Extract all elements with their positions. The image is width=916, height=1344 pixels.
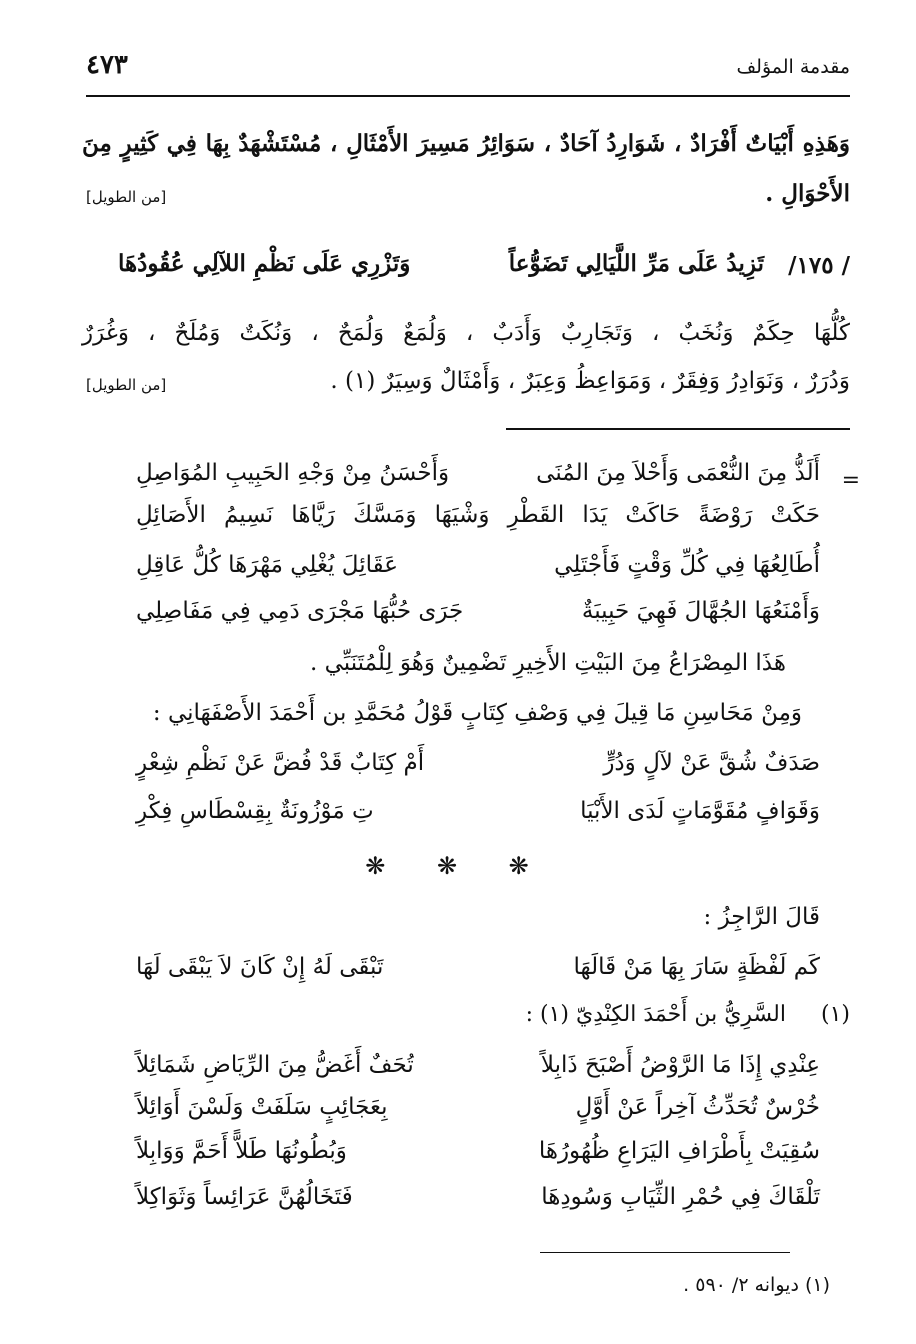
verse-line: أَلَذُّ مِنَ النُّعْمَى وَأَحْلاَ مِنَ المُنَى	[536, 460, 820, 486]
page-number: ٤٧٣	[86, 50, 128, 80]
verse-line: سُقِيَتْ بِأَطْرَافِ اليَرَاعِ ظُهُورُهَا	[538, 1138, 820, 1164]
verse-line: تَبْقَى لَهُ إِنْ كَانَ لاَ يَبْقَى لَهَا	[136, 954, 384, 980]
verse-line: أَمْ كِتَابٌ قَدْ فُضَّ عَنْ نَظْمِ شِعْرٍ	[136, 750, 425, 776]
separator-stars: ❋ ❋ ❋	[365, 852, 551, 880]
rajiz-intro: قَالَ الرَّاجِزُ :	[703, 904, 820, 930]
verse-line: كَم لَفْظَةٍ سَارَ بِهَا مَنْ قَالَهَا	[573, 954, 820, 980]
verse-line: أُطَالِعُهَا فِي كُلِّ وَقْتٍ فَأَجْتَلِي	[554, 552, 820, 578]
verse-line: وَأَمْنَعُهَا الجُهَّالَ فَهِيَ حَبِيبَةٌ	[581, 598, 820, 624]
verse-line: خُرْسٌ تُحَدِّثُ آخِراً عَنْ أَوَّلٍ	[575, 1094, 820, 1120]
verse-line: تِ مَوْزُونَةٌ بِقِسْطَاسِ فِكْرِ	[136, 798, 374, 824]
verse-line: عِنْدِي إِذَا مَا الرَّوْضُ أَصْبَحَ ذَابِلاً	[540, 1052, 820, 1078]
verse-hemistich-left: وَتَزْرِي عَلَى نَظْمِ اللآلِي عُقُودُهَا	[118, 250, 411, 277]
meter-label: [من الطويل]	[86, 188, 167, 206]
continuation-mark: =	[841, 468, 860, 493]
verse-line: حَكَتْ رَوْضَةً حَاكَتْ يَدَا القَطْرِ وَشْيَهَا وَمَسَّكَ رَيَّاهَا نَسِيمُ الأَصَائِلِ	[136, 502, 820, 528]
note-text: هَذَا المِصْرَاعُ مِنَ البَيْتِ الأَخِيرِ تَضْمِينٌ وَهُوَ لِلْمُتَنَبِّي .	[309, 650, 786, 676]
header-rule	[86, 95, 850, 97]
verse-line: جَرَى حُبُّهَا مَجْرَى دَمِي فِي مَفَاصِلِي	[136, 598, 464, 624]
verse-hemistich-right: تَزِيدُ عَلَى مَرِّ اللَّيَالِي تَضَوُّعاً	[508, 250, 764, 277]
para2-line-1: كُلُّهَا حِكَمٌ وَنُخَبٌ ، وَتَجَارِبٌ وَأَدَبٌ ، وَلُمَعٌ وَلُمَحٌ ، وَنُكَتٌ وَمُلَحٌ ، وَغُرَرٌ	[82, 320, 850, 346]
meter-label-2: [من الطويل]	[86, 376, 167, 394]
footnote-marker: (١)	[820, 1002, 850, 1027]
bottom-footnote-rule	[540, 1252, 790, 1253]
verse-line: وَأَحْسَنُ مِنْ وَجْهِ الحَبِيبِ المُوَاصِلِ	[136, 460, 450, 486]
verse-line: وَبُطُونُهَا طَلاًّ أَحَمَّ وَوَابِلاً	[136, 1138, 347, 1164]
intro-line-2: الأَحْوَالِ .	[765, 180, 850, 207]
intro-line-1: وَهَذِهِ أَبْيَاتٌ أَفْرَادٌ ، شَوَارِدُ آحَادٌ ، سَوَائِرُ مَسِيرَ الأَمْثَالِ ، مُسْتَشْهَدٌ بِهَا فِي كَثِيرٍ مِنَ	[82, 130, 850, 157]
verse-line: بِعَجَائِبٍ سَلَفَتْ وَلَسْنَ أَوَائِلاً	[136, 1094, 388, 1120]
chapter-title: مقدمة المؤلف	[736, 56, 850, 78]
verse-number: / ١٧٥/	[788, 252, 850, 279]
verse-line: وَقَوَافٍ مُقَوَّمَاتٍ لَدَى الأَبْيَا	[580, 798, 820, 824]
note-text: وَمِنْ مَحَاسِنِ مَا قِيلَ فِي وَصْفِ كِتَابٍ قَوْلُ مُحَمَّدِ بن أَحْمَدَ الأَصْفَهَانِي :	[152, 700, 802, 726]
footnote-text: السَّرِيُّ بن أَحْمَدَ الكِنْدِيّ (١) :	[525, 1002, 786, 1027]
page-header	[86, 46, 850, 86]
verse-line: صَدَفٌ شُقَّ عَنْ لآلٍ وَدُرٍّ	[603, 750, 820, 776]
verse-line: تَلْقَاكَ فِي حُمْرِ الثِّيَابِ وَسُودِهَا	[541, 1184, 820, 1210]
verse-line: تُحَفٌ أَغَضُّ مِنَ الرِّيَاضِ شَمَائِلاً	[136, 1052, 414, 1078]
bottom-footnote: (١) ديوانه ٢/ ٥٩٠ .	[683, 1274, 830, 1296]
para2-line-2: وَدُرَرٌ ، وَنَوَادِرُ وَفِقَرٌ ، وَمَوَاعِظُ وَعِبَرٌ ، وَأَمْثَالٌ وَسِيَرٌ (١) .	[330, 368, 850, 394]
verse-line: عَقَائِلَ يُغْلِي مَهْرَهَا كُلُّ عَاقِلِ	[136, 552, 398, 578]
verse-line: فَتَخَالُهُنَّ عَرَائِساً وَثَوَاكِلاً	[136, 1184, 353, 1210]
footnote-separator	[506, 428, 850, 430]
